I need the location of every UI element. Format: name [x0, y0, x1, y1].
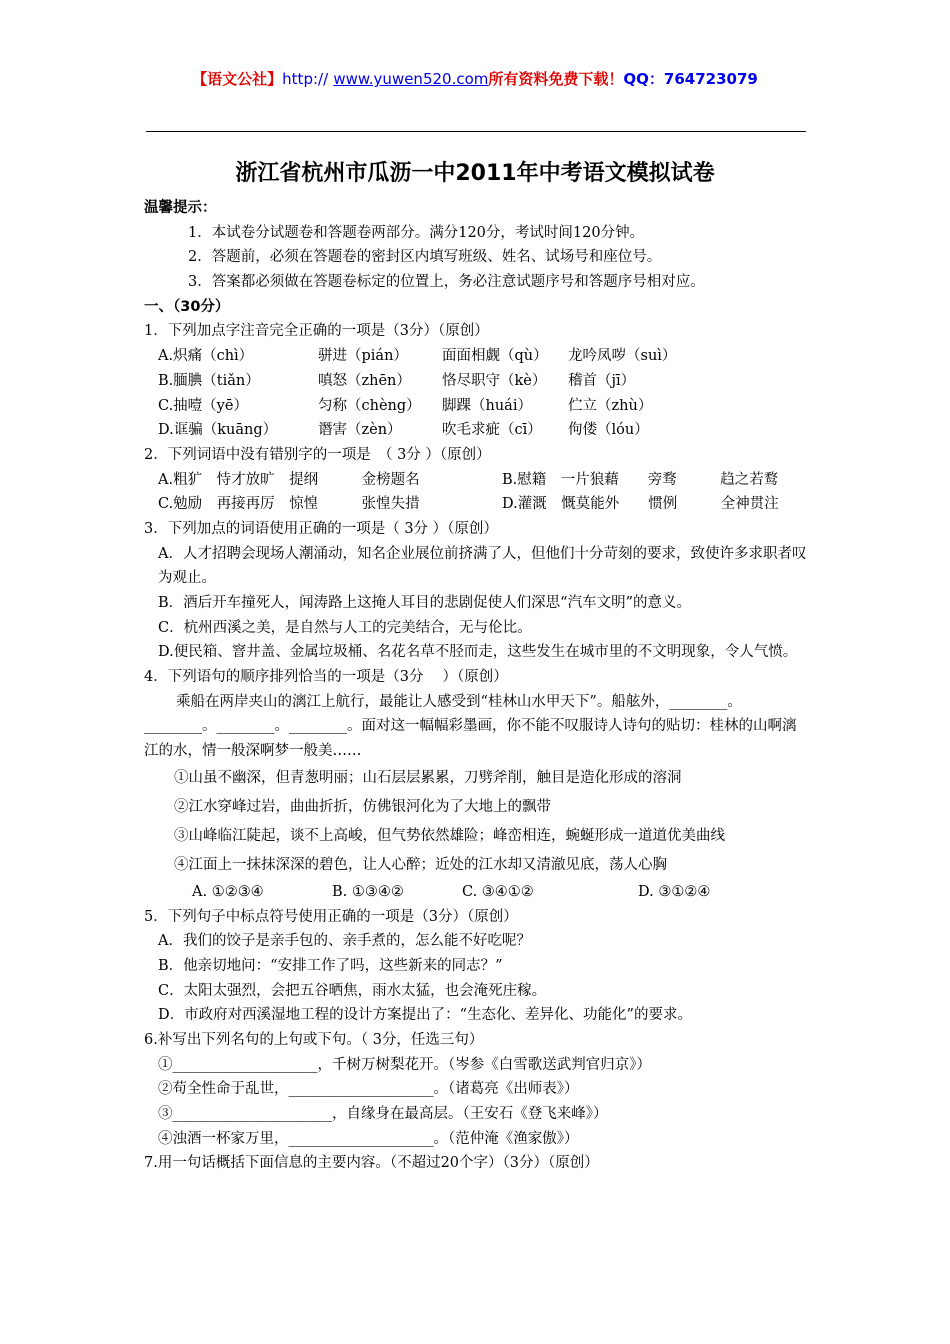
header-qq: QQ：764723079 — [623, 70, 758, 88]
question-5-option: A．我们的饺子是亲手包的、亲手煮的，怎么能不好吃呢？ — [158, 933, 531, 950]
question-6-item: ①____________________，千树万树梨花开。（岑参《白雪歌送武判官归京》） — [158, 1056, 651, 1073]
question-2-stem: 2．下列词语中没有错别字的一项是 （ 3分 ）（原创） — [144, 446, 491, 463]
question-1-option-d: D.诓骗（kuāng） 谮害（zèn） 吹毛求疵（cī） 佝偻（lóu） — [158, 422, 649, 439]
question-1-stem: 1．下列加点字注音完全正确的一项是（3分）（原创） — [144, 323, 489, 340]
question-6-item: ②苟全性命于乱世，____________________。（诸葛亮《出师表》） — [158, 1081, 579, 1098]
question-5-stem: 5．下列句子中标点符号使用正确的一项是（3分）（原创） — [144, 908, 518, 925]
question-3-option-a: A．人才招聘会现场人潮涌动，知名企业展位前挤满了人，但他们十分苛刻的要求，致使许多求职者叹为观止。 — [158, 545, 807, 587]
question-4-stem: 4．下列语句的顺序排列恰当的一项是（3分 ）（原创） — [144, 669, 508, 686]
tip-item: 2．答题前，必须在答题卷的密封区内填写班级、姓名、试场号和座位号。 — [188, 249, 662, 266]
question-4-item: ②江水穿峰过岩，曲曲折折，仿佛银河化为了大地上的飘带 — [174, 798, 551, 815]
question-1-option-b: B.腼腆（tiǎn） 嗔怒（zhēn） 恪尽职守（kè） 稽首（jī） — [158, 372, 636, 389]
header-tagline: 所有资料免费下载！ — [488, 70, 624, 88]
question-6-stem: 6.补写出下列名句的上句或下句。（ 3分，任选三句） — [144, 1032, 484, 1049]
question-3-option-c: C．杭州西溪之美，是自然与人工的完美结合，无与伦比。 — [158, 619, 532, 636]
question-4-item: ③山峰临江陡起，谈不上高峻，但气势依然雄险；峰峦相连，蜿蜒形成一道道优美曲线 — [174, 827, 725, 844]
question-5-option: C．太阳太强烈，会把五谷晒焦，雨水太猛，也会淹死庄稼。 — [158, 982, 547, 999]
site-header — [0, 68, 950, 89]
question-7-stem: 7.用一句话概括下面信息的主要内容。（不超过20个字）（3分）（原创） — [144, 1155, 599, 1172]
question-3-stem: 3．下列加点的词语使用正确的一项是（ 3分 ）（原创） — [144, 520, 498, 537]
question-2-row-2: C.勉励 再接再厉 惊惶 张惶失措 D.灌溉 慨莫能外 惯例 全神贯注 — [158, 496, 779, 513]
question-3-option-d: D.便民箱、窨井盖、金属垃圾桶、名花名草不胫而走，这些发生在城市里的不文明现象，令人气愤。 — [158, 644, 798, 661]
header-divider — [146, 131, 806, 132]
header-protocol: http:// — [282, 70, 329, 88]
question-1-option-a: A.炽痛（chì） 骈进（pián） 面面相觑（qù） 龙吟凤哕（suì） — [158, 348, 677, 365]
header-url-link[interactable]: www.yuwen520.com — [333, 70, 489, 88]
question-5-option: B．他亲切地问：“安排工作了吗，这些新来的同志？” — [158, 957, 503, 974]
question-2-row-1: A.粗犷 恃才放旷 提纲 金榜题名 B.慰籍 一片狼藉 旁骛 趋之若鹜 — [158, 471, 779, 488]
question-6-item: ④浊酒一杯家万里，____________________。（范仲淹《渔家傲》） — [158, 1130, 579, 1147]
tips-heading: 温馨提示： — [144, 200, 217, 216]
page-title: 浙江省杭州市瓜沥一中2011年中考语文模拟试卷 — [235, 161, 715, 186]
question-4-item: ①山虽不幽深，但青葱明丽；山石层层累累，刀劈斧削，触目是造化形成的溶洞 — [174, 769, 682, 786]
section-heading: 一、（30分） — [144, 298, 230, 315]
question-4-passage-1: 乘船在两岸夹山的漓江上航行，最能让人感受到“桂林山水甲天下”。船舷外，________。 — [176, 693, 742, 710]
tip-item: 1．本试卷分试题卷和答题卷两部分。满分120分，考试时间120分钟。 — [188, 224, 645, 241]
question-5-option: D．市政府对西溪湿地工程的设计方案提出了：“生态化、差异化、功能化”的要求。 — [158, 1007, 692, 1024]
question-4-item: ④江面上一抹抹深深的碧色，让人心醉；近处的江水却又清澈见底，荡人心胸 — [174, 856, 667, 873]
question-6-item: ③______________________，自缘身在最高层。（王安石《登飞来峰》） — [158, 1106, 608, 1123]
question-4-passage-2: ________。________。________。面对这一幅幅彩墨画，你不能不叹服诗人诗句的贴切：桂林的山啊漓江的水，情一般深啊梦一般美…… — [144, 718, 797, 760]
tip-item: 3．答案都必须做在答题卷标定的位置上，务必注意试题序号和答题序号相对应。 — [188, 274, 705, 291]
question-4-choices: A. ①②③④ B. ①③④② C. ③④①② D. ③①②④ — [192, 883, 711, 900]
question-3-option-b: B．酒后开车撞死人，闻涛路上这掩人耳目的悲剧促使人们深思“汽车文明”的意义。 — [158, 595, 691, 612]
exam-body — [144, 196, 808, 1176]
header-brand: 【语文公社】 — [192, 70, 283, 88]
question-1-option-c: C.抽噎（yē） 匀称（chèng） 脚踝（huái） 伫立（zhù） — [158, 397, 653, 414]
